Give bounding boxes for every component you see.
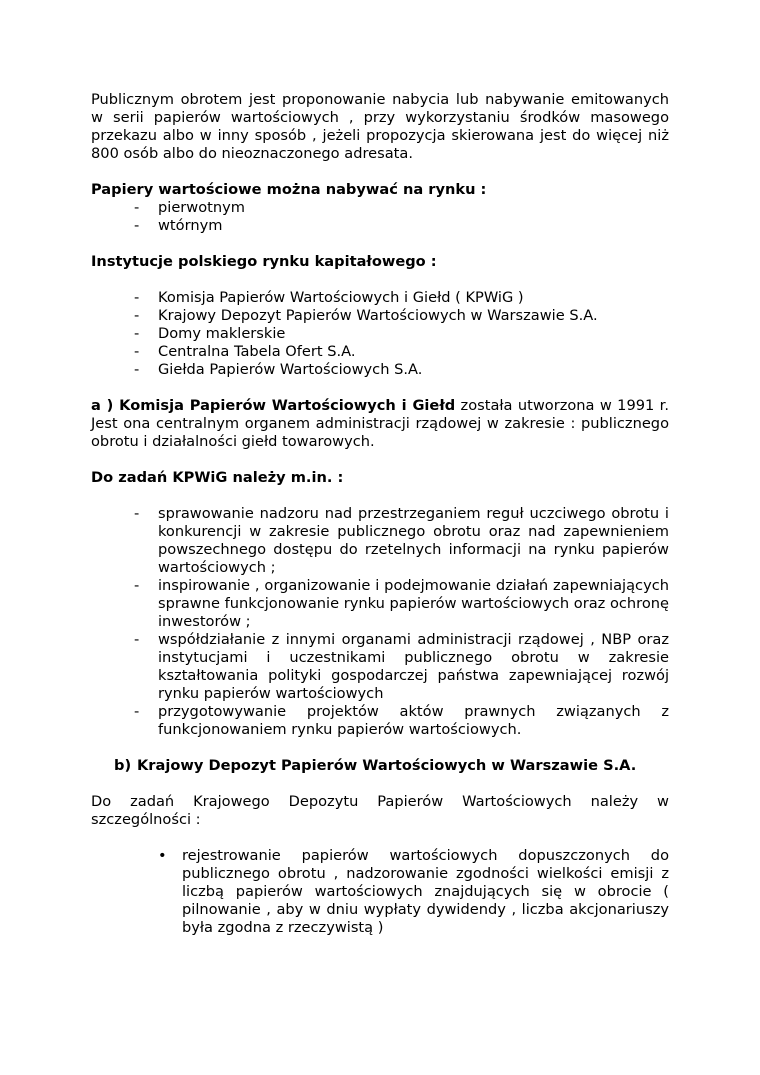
bullet-marker: • bbox=[158, 847, 167, 864]
depository-intro: Do zadań Krajowego Depozytu Papierów Wartościowych należy w szczególności : bbox=[91, 793, 669, 828]
list-item-text: Giełda Papierów Wartościowych S.A. bbox=[158, 361, 423, 378]
commission-paragraph bbox=[91, 397, 669, 451]
dash-marker: - bbox=[134, 199, 140, 216]
kpwig-tasks-list bbox=[91, 505, 669, 739]
list-item bbox=[91, 703, 669, 739]
list-item-text: Centralna Tabela Ofert S.A. bbox=[158, 343, 356, 360]
dash-marker: - bbox=[134, 631, 140, 648]
depository-heading bbox=[91, 757, 669, 775]
dash-marker: - bbox=[134, 343, 140, 360]
list-item bbox=[91, 505, 669, 577]
dash-marker: - bbox=[134, 307, 140, 324]
commission-text: została utworzona w 1991 r. Jest ona centralnym organem administracji rządowej w zakresie : publicznego obrotu i działalności giełd towarowych. bbox=[91, 397, 669, 450]
list-item bbox=[91, 289, 669, 307]
list-item-text: wtórnym bbox=[158, 217, 223, 234]
dash-marker: - bbox=[134, 289, 140, 306]
dash-marker: - bbox=[134, 577, 140, 594]
list-item-text: przygotowywanie projektów aktów prawnych związanych z funkcjonowaniem rynku papierów wartościowych. bbox=[158, 703, 669, 738]
dash-marker: - bbox=[134, 217, 140, 234]
list-item bbox=[91, 307, 669, 325]
list-item-text: Komisja Papierów Wartościowych i Giełd ( KPWiG ) bbox=[158, 289, 524, 306]
list-item-text: współdziałanie z innymi organami administracji rządowej , NBP oraz instytucjami i uczestnikami publicznego obrotu w zakresie kształtowania polityki gospodarczej państwa zapewniającej rozwój rynku papierów wartościowych bbox=[158, 631, 669, 702]
list-item bbox=[91, 325, 669, 343]
list-item-text: sprawowanie nadzoru nad przestrzeganiem reguł uczciwego obrotu i konkurencji w zakresie publicznego obrotu oraz nad zapewnieniem powszechnego dostępu do rzetelnych informacji na rynku papierów wartościowych ; bbox=[158, 505, 669, 576]
list-item-text: rejestrowanie papierów wartościowych dopuszczonych do publicznego obrotu , nadzorowanie zgodności wielkości emisji z liczbą papierów wartościowych znajdujących się w obrocie ( pilnowanie , aby w dniu wypłaty dywidendy , liczba akcjonariuszy była zgodna z rzeczywistą ) bbox=[182, 847, 669, 936]
list-item bbox=[91, 577, 669, 631]
list-item bbox=[91, 343, 669, 361]
dash-marker: - bbox=[134, 505, 140, 522]
dash-marker: - bbox=[134, 325, 140, 342]
dash-marker: - bbox=[134, 703, 140, 720]
list-item-text: Krajowy Depozyt Papierów Wartościowych w Warszawie S.A. bbox=[158, 307, 598, 324]
list-item bbox=[91, 847, 669, 937]
institutions-list bbox=[91, 289, 669, 379]
kpwig-tasks-heading: Do zadań KPWiG należy m.in. : bbox=[91, 469, 344, 486]
market-list bbox=[91, 199, 669, 235]
list-item-text: inspirowanie , organizowanie i podejmowanie działań zapewniających sprawne funkcjonowanie rynku papierów wartościowych oraz ochronę inwestorów ; bbox=[158, 577, 669, 630]
list-item-text: Domy maklerskie bbox=[158, 325, 286, 342]
intro-paragraph: Publicznym obrotem jest proponowanie nabycia lub nabywanie emitowanych w serii papierów wartościowych , przy wykorzystaniu środków masowego przekazu albo w inny sposób , jeżeli propozycja skierowana jest do więcej niż 800 osób albo do nieoznaczonego adresata. bbox=[91, 91, 669, 162]
dash-marker: - bbox=[134, 361, 140, 378]
list-item-text: pierwotnym bbox=[158, 199, 245, 216]
list-item bbox=[91, 631, 669, 703]
depository-title: Krajowy Depozyt Papierów Wartościowych w Warszawie S.A. bbox=[137, 757, 637, 774]
list-item bbox=[91, 217, 669, 235]
list-item bbox=[91, 361, 669, 379]
market-heading: Papiery wartościowe można nabywać na rynku : bbox=[91, 181, 487, 198]
depository-tasks-list bbox=[91, 847, 669, 937]
commission-title: a ) Komisja Papierów Wartościowych i Giełd bbox=[91, 397, 456, 414]
section-marker: b) bbox=[114, 757, 132, 774]
list-item bbox=[91, 199, 669, 217]
institutions-heading: Instytucje polskiego rynku kapitałowego : bbox=[91, 253, 437, 270]
document-body bbox=[91, 91, 669, 937]
